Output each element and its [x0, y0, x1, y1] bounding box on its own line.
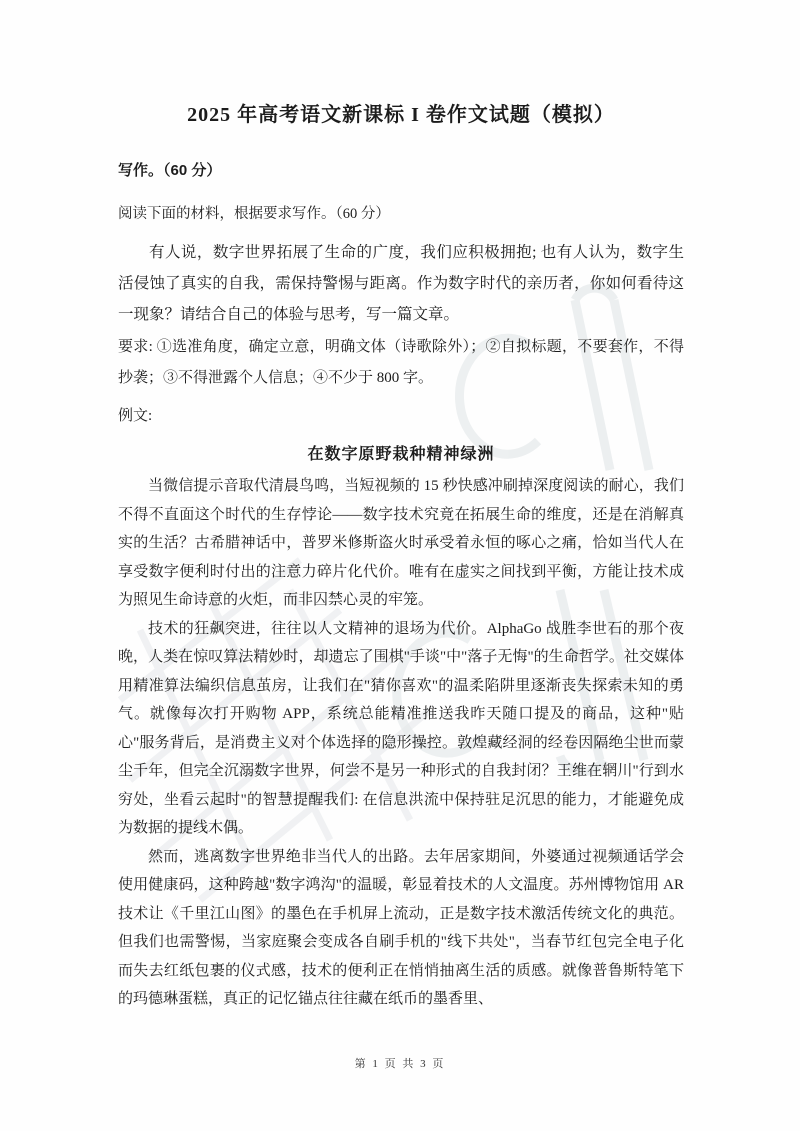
sample-essay-label: 例文: [118, 408, 153, 424]
essay-paragraph-2: 技术的狂飙突进，往往以人文精神的退场为代价。AlphaGo 战胜李世石的那个夜晚，人类在惊叹算法精妙时，却遗忘了围棋"手谈"中"落子无悔"的生命哲学。社交媒体用精准算法编织信息茧房，让我们在"猜你喜欢"的温柔陷阱里逐渐丧失探索未知的勇气。就像每次打开购物 APP，系统总能精准推送我昨天随口提及的商品，这种"贴心"服务背后，是消费主义对个体选择的隐形操控。敦煌藏经洞的经卷因隔绝尘世而蒙尘千年，但完全沉溺数字世界，何尝不是另一种形式的自我封闭？王维在辋川"行到水穷处，坐看云起时"的智慧提醒我们: 在信息洪流中保持驻足沉思的能力，才能避免成为数据的提线木偶。 [118, 620, 684, 836]
sample-essay-title: 在数字原野栽种精神绿洲 [307, 446, 495, 463]
page-title: 2025 年高考语文新课标 I 卷作文试题（模拟） [187, 104, 615, 126]
prompt-material-paragraph: 有人说，数字世界拓展了生命的广度，我们应积极拥抱; 也有人认为，数字生活侵蚀了真实的自我，需保持警惕与距离。作为数字时代的亲历者，你如何看待这一现象？请结合自己的体验与思考，写一篇文章。 [118, 244, 684, 323]
essay-paragraph-1: 当微信提示音取代清晨鸟鸣，当短视频的 15 秒快感冲刷掉深度阅读的耐心，我们不得不直面这个时代的生存悖论——数字技术究竟在拓展生命的维度，还是在消解真实的生活？古希腊神话中，普罗米修斯盗火时承受着永恒的啄心之痛，恰如当代人在享受数字便利时付出的注意力碎片化代价。唯有在虚实之间找到平衡，方能让技术成为照见生命诗意的火炬，而非囚禁心灵的牢笼。 [118, 478, 684, 608]
section-heading-writing: 写作。（60 分） [118, 162, 222, 179]
requirements-paragraph: 要求: ①选准角度，确定立意，明确文体（诗歌除外）；②自拟标题，不要套作，不得抄袭；③不得泄露个人信息；④不少于 800 字。 [118, 339, 684, 386]
page-number-footer: 第 1 页 共 3 页 [354, 1058, 446, 1070]
essay-paragraph-3: 然而，逃离数字世界绝非当代人的出路。去年居家期间，外婆通过视频通话学会使用健康码，这种跨越"数字鸿沟"的温暖，彰显着技术的人文温度。苏州博物馆用 AR 技术让《千里江山图》的墨色在手机屏上流动，正是数字技术激活传统文化的典范。但我们也需警惕，当家庭聚会变成各自刷手机的"线下共处"，当春节红包完全电子化而失去红纸包裹的仪式感，技术的便利正在悄悄抽离生活的质感。就像普鲁斯特笔下的玛德琳蛋糕，真正的记忆锚点往往藏在纸币的墨香里、 [118, 848, 684, 1007]
instruction-line: 阅读下面的材料，根据要求写作。（60 分） [118, 206, 390, 222]
